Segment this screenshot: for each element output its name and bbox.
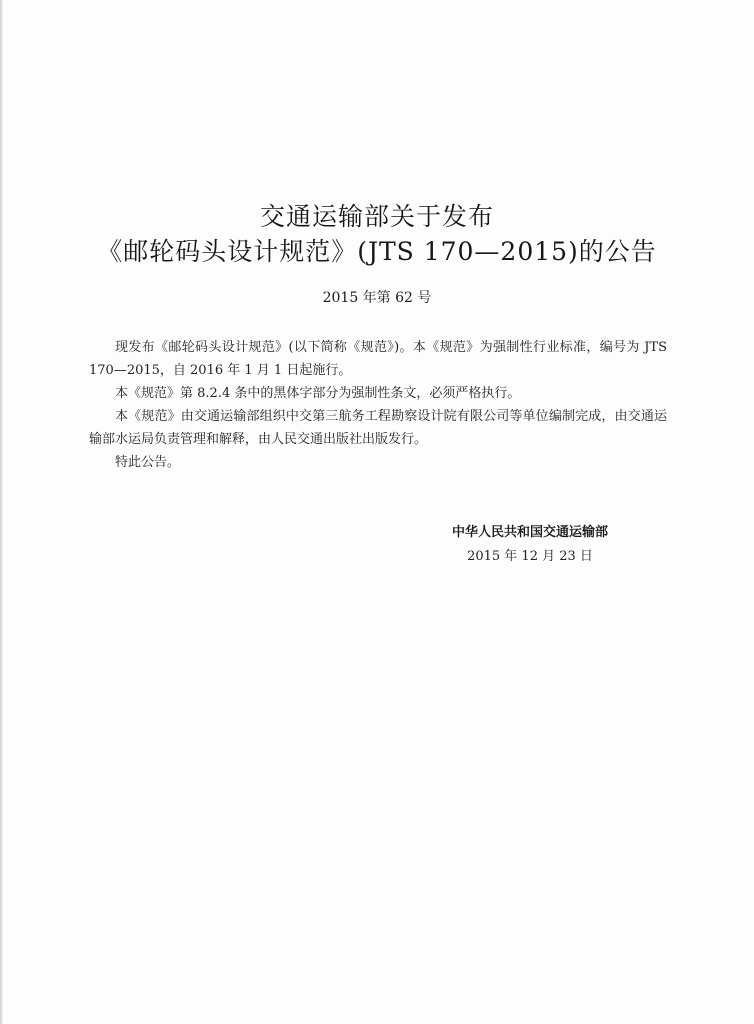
scan-edge-shadow [0,0,3,1024]
issue-date: 2015 年 12 月 23 日 [467,549,593,564]
announcement-title-line-1: 交通运输部关于发布 [259,202,494,231]
body-paragraph-1: 现发布《邮轮码头设计规范》(以下简称《规范》)。本《规范》为强制性行业标准，编号为 JTS 170—2015，自 2016 年 1 月 1 日起施行。 [89,340,667,378]
document-number: 2015 年第 62 号 [322,290,432,306]
body-paragraph-2: 本《规范》第 8.2.4 条中的黑体字部分为强制性条文，必须严格执行。 [115,386,521,401]
announcement-title-line-2: 《邮轮码头设计规范》(JTS 170—2015)的公告 [97,237,657,266]
issuing-organization: 中华人民共和国交通运输部 [451,525,608,540]
body-paragraph-3: 本《规范》由交通运输部组织中交第三航务工程勘察设计院有限公司等单位编制完成，由交通运输部水运局负责管理和解释，由人民交通出版社出版发行。 [89,409,667,447]
signature-block [420,522,640,568]
body-paragraph-4: 特此公告。 [115,455,181,470]
announcement-body [89,336,667,474]
